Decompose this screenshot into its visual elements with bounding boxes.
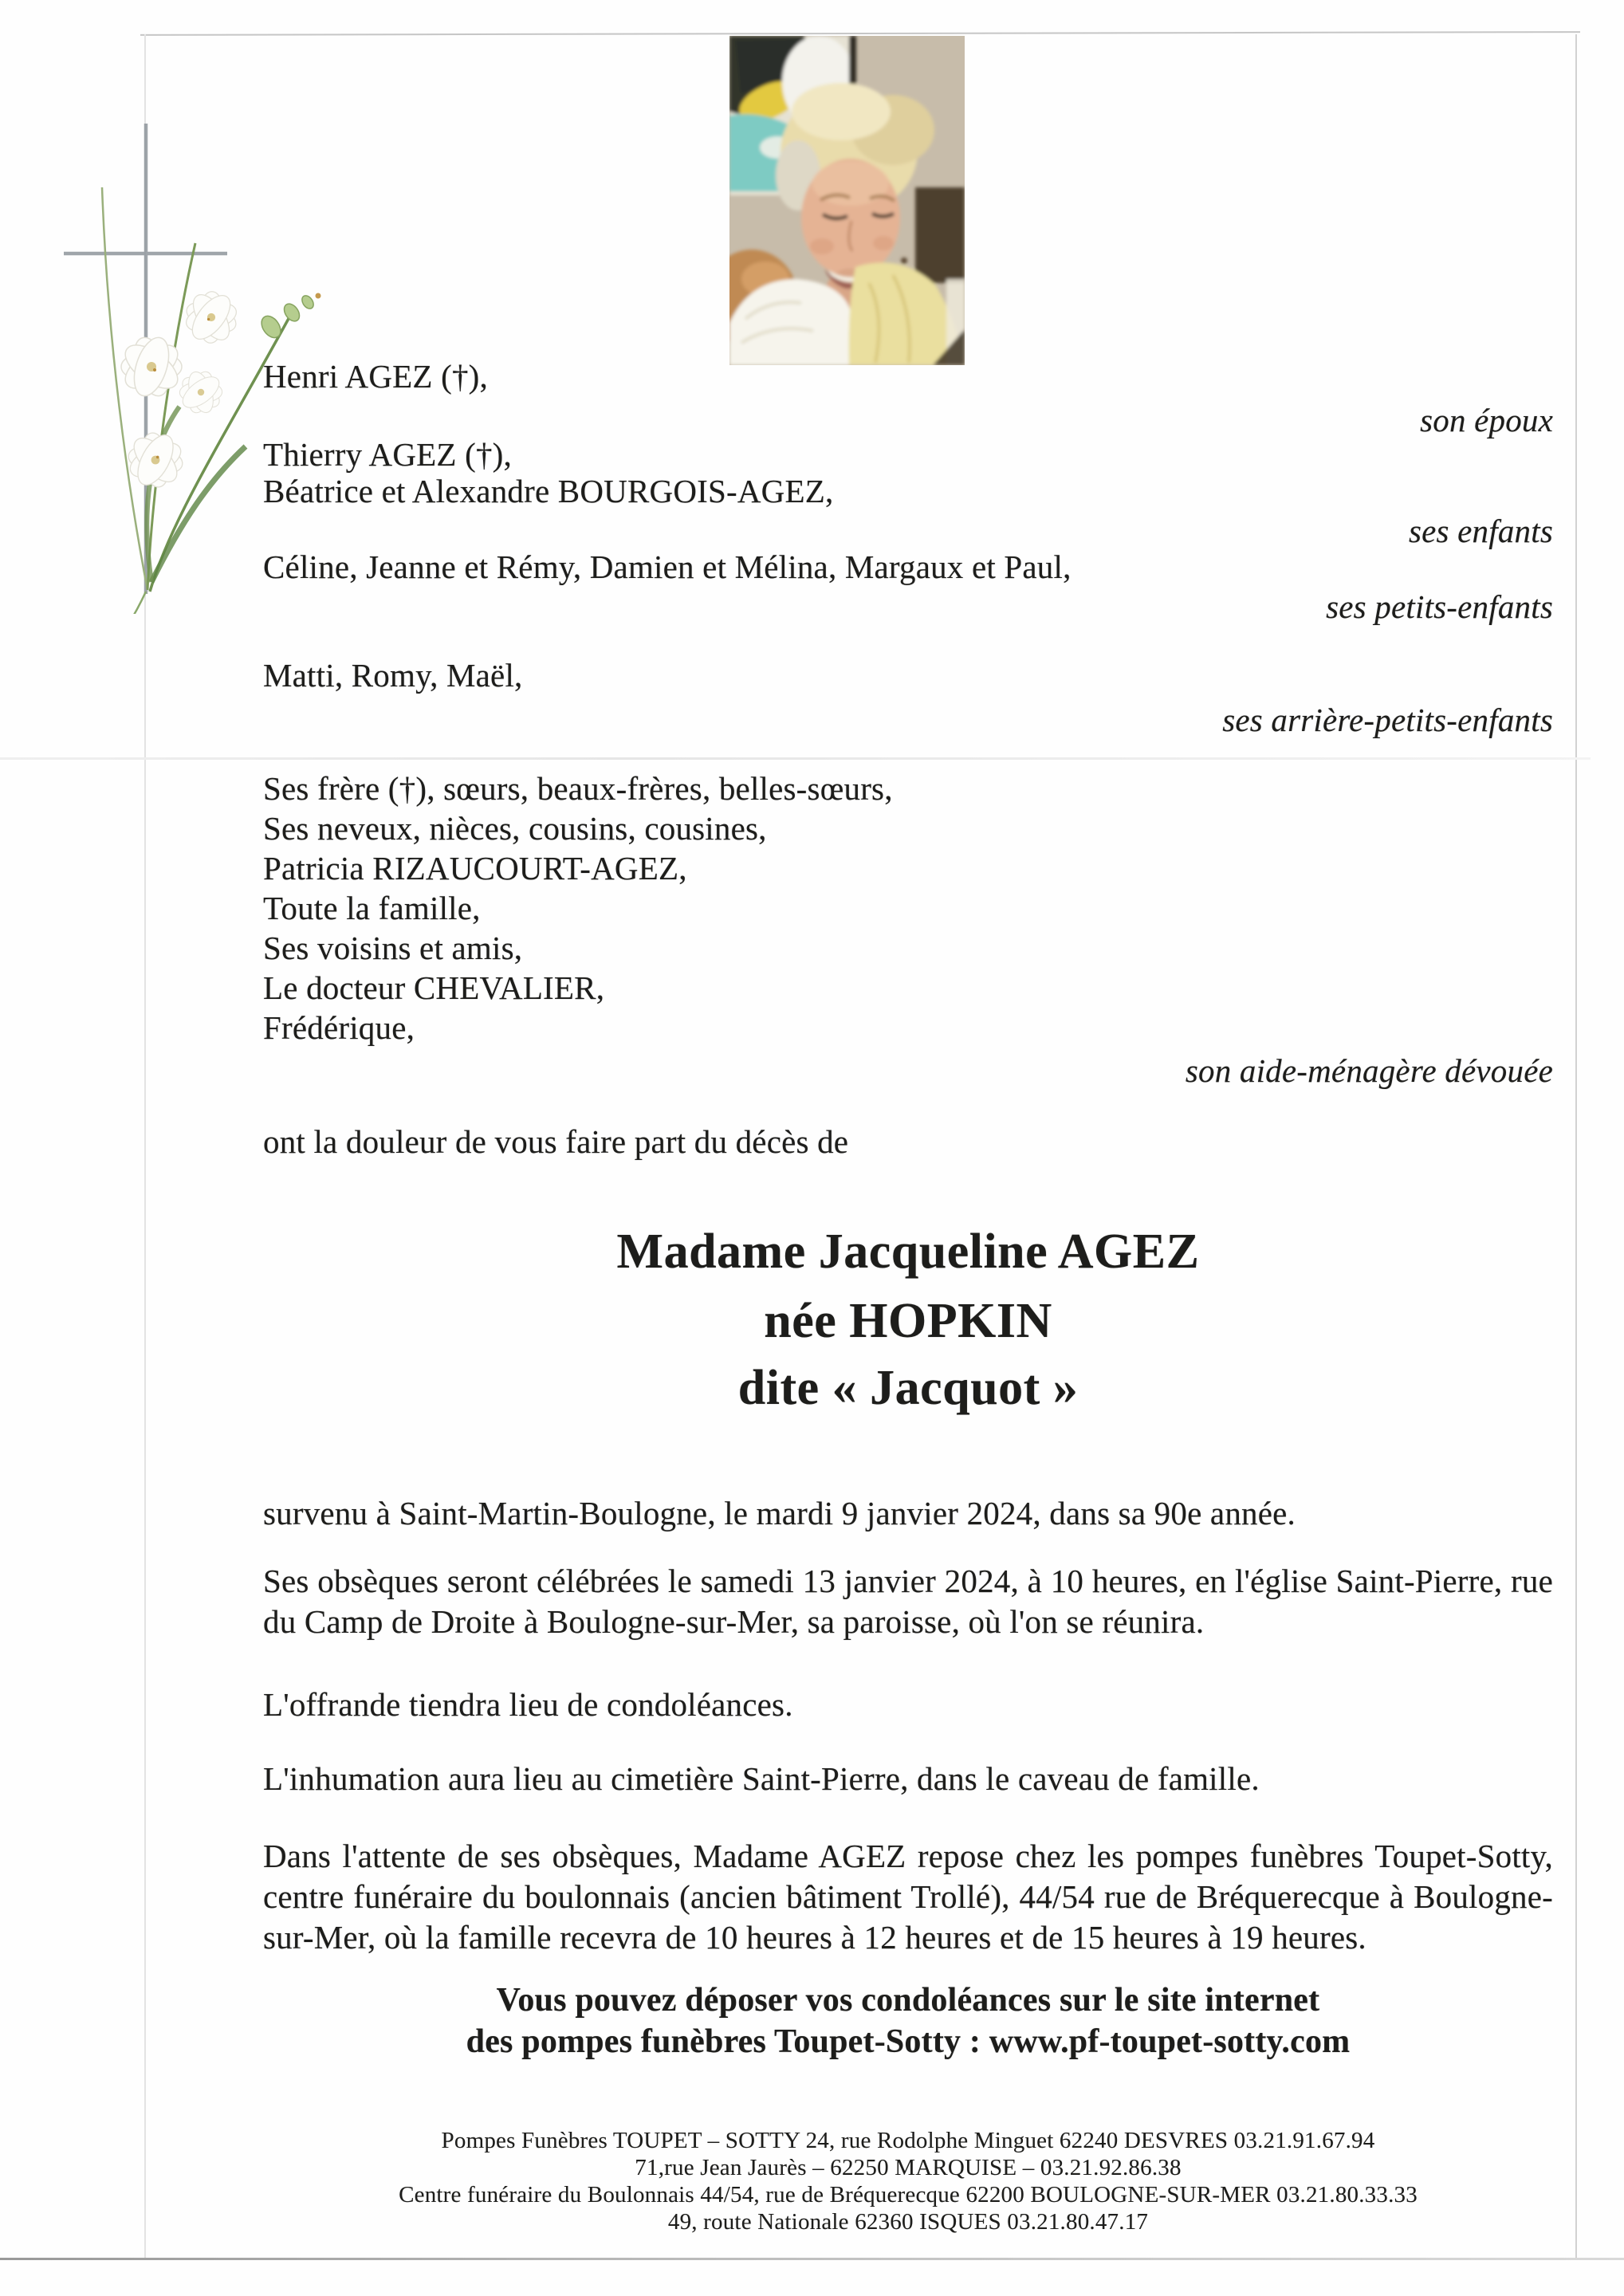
- children-line-2: Béatrice et Alexandre BOURGOIS-AGEZ,: [263, 473, 834, 509]
- condolences-line-2: des pompes funèbres Toupet-Sotty : www.pf-toupet-sotty.com: [466, 2023, 1351, 2060]
- announcement-content: [263, 0, 1553, 2296]
- doctor-line: Le docteur CHEVALIER,: [263, 969, 605, 1006]
- patricia-line: Patricia RIZAUCOURT-AGEZ,: [263, 850, 687, 887]
- helper-label: son aide-ménagère dévouée: [1185, 1052, 1553, 1089]
- siblings-line: Ses frère (†), sœurs, beaux-frères, belles-sœurs,: [263, 770, 893, 807]
- children-line-1: Thierry AGEZ (†),: [263, 436, 512, 473]
- funeral-paragraph: Ses obsèques seront célébrées le samedi 13 janvier 2024, à 10 heures, en l'église Saint-Pierre, rue du Camp de Droite à Boulogne-sur-Mer, sa paroisse, où l'on se réunira.: [263, 1563, 1553, 1640]
- deceased-maiden-name: née HOPKIN: [764, 1294, 1052, 1348]
- death-details-line: survenu à Saint-Martin-Boulogne, le mardi 9 janvier 2024, dans sa 90e année.: [263, 1495, 1296, 1531]
- funeral-home-address-3: Centre funéraire du Boulonnais 44/54, rue de Bréquerecque 62200 BOULOGNE-SUR-MER 03.21.80.33.33: [399, 2182, 1418, 2208]
- offering-line: L'offrande tiendra lieu de condoléances.: [263, 1686, 793, 1723]
- repose-paragraph: Dans l'attente de ses obsèques, Madame AGEZ repose chez les pompes funèbres Toupet-Sotty, centre funéraire du boulonnais (ancien bâtiment Trollé), 44/54 rue de Bréquerecque à Boulogne-sur-Mer, où la famille recevra de 10 heures à 12 heures et de 15 heures à 19 heures.: [263, 1838, 1553, 1956]
- funeral-home-address-4: 49, route Nationale 62360 ISQUES 03.21.80.47.17: [667, 2209, 1149, 2235]
- deceased-nickname: dite « Jacquot »: [737, 1361, 1079, 1415]
- husband-line: Henri AGEZ (†),: [263, 358, 488, 395]
- nephews-line: Ses neveux, nièces, cousins, cousines,: [263, 810, 767, 847]
- condolences-line-1: Vous pouvez déposer vos condoléances sur le site internet: [496, 1982, 1320, 2019]
- neighbors-line: Ses voisins et amis,: [263, 930, 523, 966]
- scan-fold-line-right: [1575, 34, 1577, 2259]
- children-label: ses enfants: [1409, 513, 1553, 549]
- deceased-name: Madame Jacqueline AGEZ: [616, 1225, 1200, 1279]
- whole-family-line: Toute la famille,: [263, 890, 481, 926]
- funeral-home-address-2: 71,rue Jean Jaurès – 62250 MARQUISE – 03.21.92.86.38: [635, 2155, 1182, 2180]
- announcement-line: ont la douleur de vous faire part du décès de: [263, 1123, 849, 1160]
- grandchildren-label: ses petits-enfants: [1326, 588, 1553, 625]
- grandchildren-line: Céline, Jeanne et Rémy, Damien et Mélina, Margaux et Paul,: [263, 548, 1072, 585]
- funeral-home-address-1: Pompes Funèbres TOUPET – SOTTY 24, rue Rodolphe Minguet 62240 DESVRES 03.21.91.67.94: [441, 2128, 1375, 2153]
- burial-line: L'inhumation aura lieu au cimetière Saint-Pierre, dans le caveau de famille.: [263, 1760, 1260, 1797]
- great-grandchildren-label: ses arrière-petits-enfants: [1222, 702, 1553, 738]
- frederique-line: Frédérique,: [263, 1009, 415, 1046]
- great-grandchildren-line: Matti, Romy, Maël,: [263, 657, 523, 694]
- spouse-label: son époux: [1420, 402, 1553, 438]
